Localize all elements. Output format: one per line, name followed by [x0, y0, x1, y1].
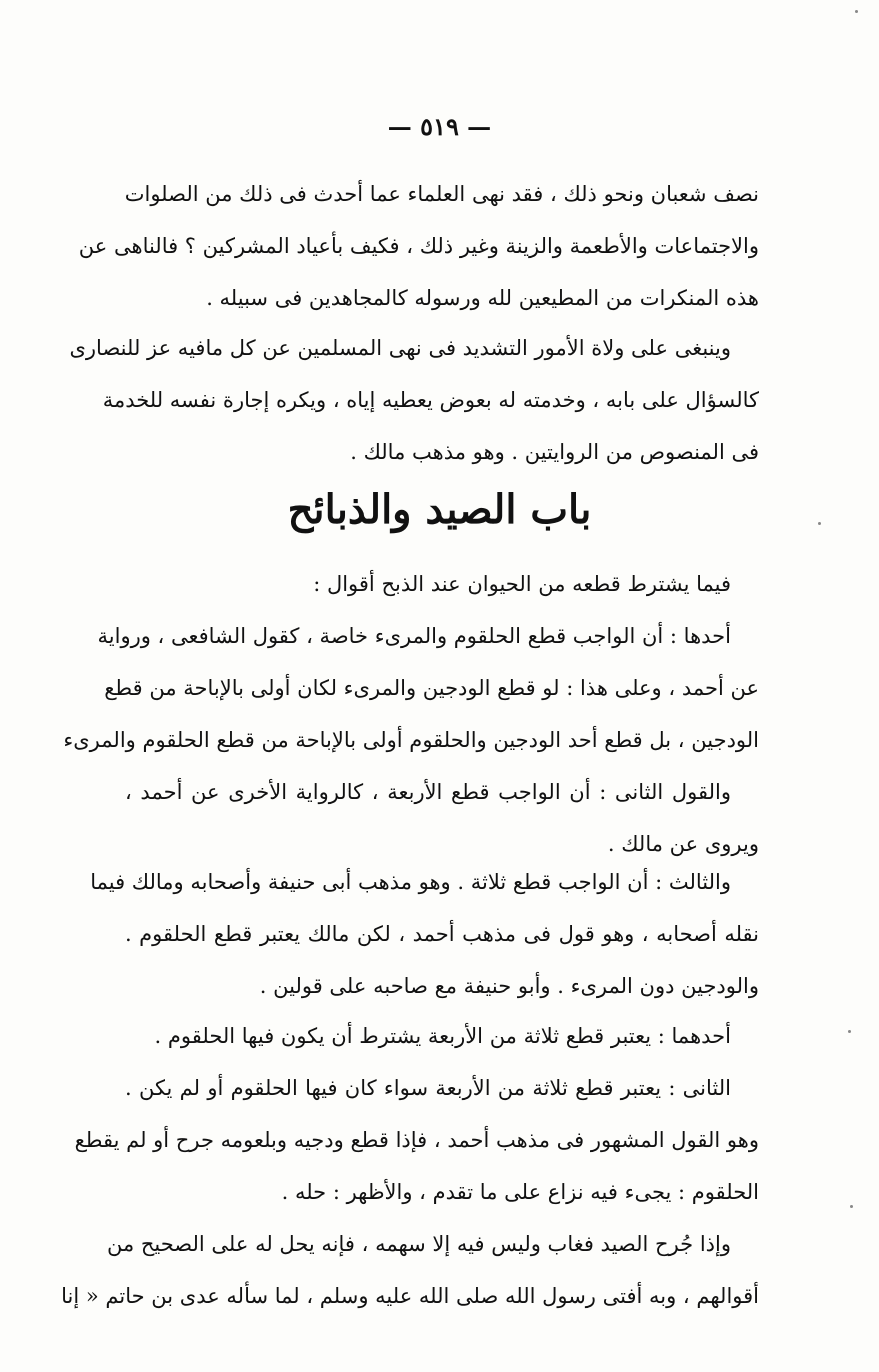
- text-line: الثانى : يعتبر قطع ثلاثة من الأربعة سواء كان فيها الحلقوم أو لم يكن .: [125, 1076, 731, 1100]
- text-line: كالسؤال على بابه ، وخدمته له بعوض يعطيه إياه ، ويكره إجارة نفسه للخدمة: [102, 388, 759, 412]
- text-line: فيما يشترط قطعه من الحيوان عند الذبح أقوال :: [313, 572, 731, 596]
- paragraph-3: [63, 558, 759, 870]
- paragraph-4: [90, 856, 759, 1012]
- text-line: عن أحمد ، وعلى هذا : لو قطع الودجين والمرىء لكان أولى بالإباحة من قطع: [104, 676, 759, 700]
- text-line: نقله أصحابه ، وهو قول فى مذهب أحمد ، لكن مالك يعتبر قطع الحلقوم .: [125, 922, 759, 946]
- text-line: أقوالهم ، وبه أفتى رسول الله صلى الله عليه وسلم ، لما سأله عدى بن حاتم « إنا: [61, 1284, 759, 1308]
- chapter-heading: باب الصيد والذبائح: [287, 486, 592, 533]
- paragraph-5: [74, 1010, 759, 1218]
- text-line: والودجين دون المرىء . وأبو حنيفة مع صاحبه على قولين .: [259, 974, 759, 998]
- text-line: وإذا جُرح الصيد فغاب وليس فيه إلا سهمه ، فإنه يحل له على الصحيح من: [106, 1232, 731, 1256]
- text-line: فى المنصوص من الروايتين . وهو مذهب مالك .: [350, 440, 759, 464]
- scan-speck: [855, 10, 858, 13]
- text-line: والثالث : أن الواجب قطع ثلاثة . وهو مذهب أبى حنيفة وأصحابه ومالك فيما: [90, 870, 731, 894]
- scan-speck: [848, 1030, 851, 1033]
- text-line: والاجتماعات والأطعمة والزينة وغير ذلك ، فكيف بأعياد المشركين ؟ فالناهى عن: [78, 234, 759, 258]
- text-line: هذه المنكرات من المطيعين لله ورسوله كالمجاهدين فى سبيله .: [206, 286, 759, 310]
- text-line: الودجين ، بل قطع أحد الودجين والحلقوم أولى بالإباحة من قطع الحلقوم والمرىء: [63, 728, 759, 752]
- scan-speck: [850, 1205, 853, 1208]
- page-number: — ٥١٩ —: [387, 112, 492, 141]
- text-line: ويروى عن مالك .: [607, 832, 759, 856]
- text-line: وينبغى على ولاة الأمور التشديد فى نهى المسلمين عن كل مافيه عز للنصارى: [69, 336, 731, 360]
- text-line: أحدها : أن الواجب قطع الحلقوم والمرىء خاصة ، كقول الشافعى ، ورواية: [97, 624, 731, 648]
- paragraph-2: [69, 322, 759, 478]
- paragraph-1: [78, 168, 759, 324]
- scan-speck: [818, 522, 821, 525]
- text-line: وهو القول المشهور فى مذهب أحمد ، فإذا قطع ودجيه وبلعومه جرح أو لم يقطع: [74, 1128, 759, 1152]
- text-line: نصف شعبان ونحو ذلك ، فقد نهى العلماء عما أحدث فى ذلك من الصلوات: [124, 182, 759, 206]
- text-line: الحلقوم : يجىء فيه نزاع على ما تقدم ، والأظهر : حله .: [281, 1180, 759, 1204]
- text-line: أحدهما : يعتبر قطع ثلاثة من الأربعة يشترط أن يكون فيها الحلقوم .: [154, 1024, 731, 1048]
- paragraph-6: [61, 1218, 759, 1322]
- text-line: والقول الثانى : أن الواجب قطع الأربعة ، كالرواية الأخرى عن أحمد ،: [125, 780, 731, 804]
